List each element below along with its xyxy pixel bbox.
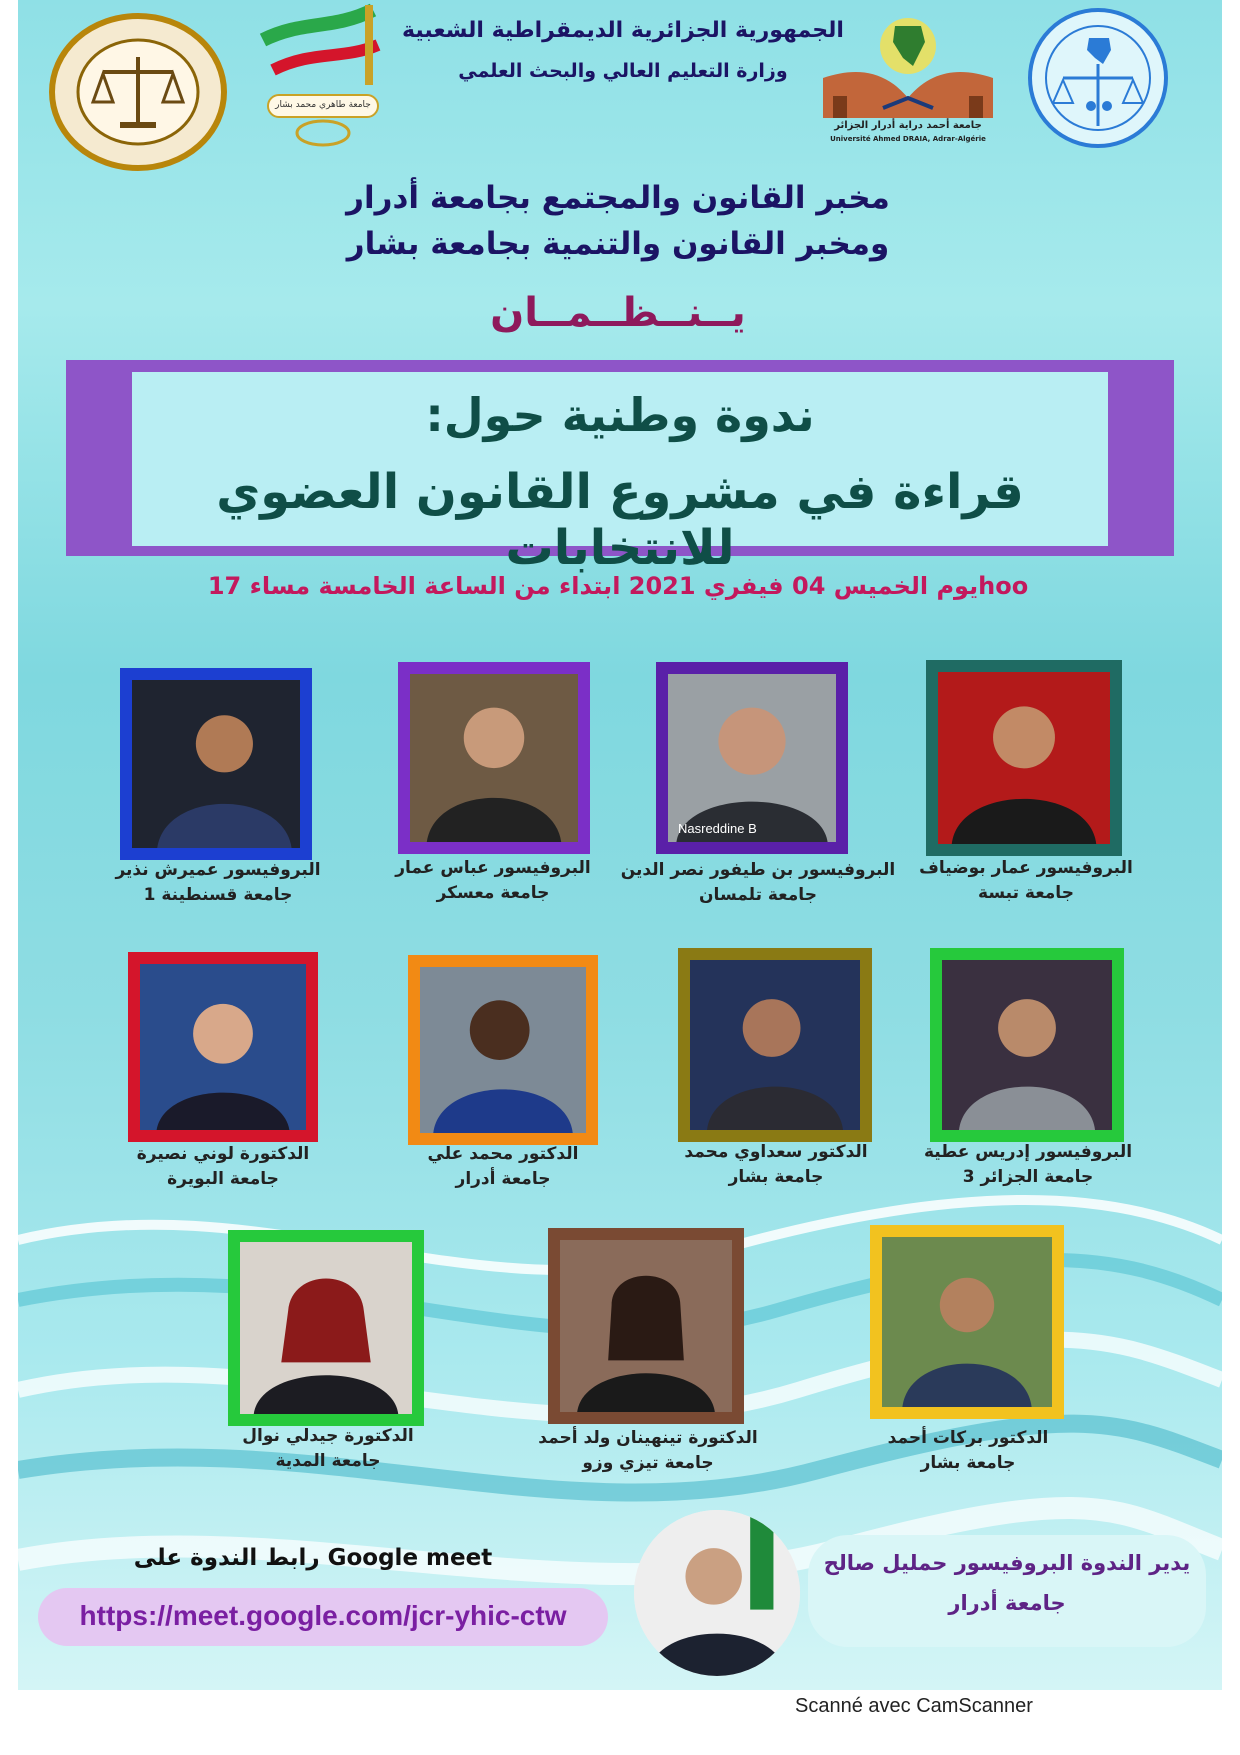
speaker-university: جامعة الجزائر 3 (962, 1167, 1094, 1187)
speaker-name: الدكتور محمد علي (427, 1144, 579, 1164)
bechar-lab-logo (48, 12, 228, 172)
adrar-university-label-ar: جامعة أحمد دراية أدرار الجزائر (834, 120, 982, 131)
speaker-university: جامعة المدية (275, 1451, 381, 1471)
speaker-university: جامعة تيزي وزو (582, 1453, 714, 1473)
meeting-link-label: رابط الندوة على Google meet (133, 1545, 493, 1571)
speaker-portrait (240, 1242, 412, 1414)
speaker-name: الدكتورة لوني نصيرة (136, 1144, 310, 1164)
speaker-caption (198, 1424, 458, 1474)
organize-word: يــنــظــمــان (490, 290, 746, 336)
speaker-portrait (690, 960, 860, 1130)
speaker-name: البروفيسور عباس عمار (395, 858, 591, 878)
speaker-university: جامعة أدرار (455, 1169, 551, 1189)
speaker-name: الدكتور بركات أحمد (887, 1428, 1049, 1448)
speaker-photo (408, 955, 598, 1145)
speaker-university: جامعة معسكر (436, 883, 550, 903)
speaker-photo (548, 1228, 744, 1424)
moderator-box (808, 1535, 1206, 1647)
speaker-name: الدكتورة جيدلي نوال (242, 1426, 414, 1446)
adrar-university-logo (813, 8, 1003, 148)
speaker-photo (678, 948, 872, 1142)
speaker-photo (128, 952, 318, 1142)
speaker-photo (870, 1225, 1064, 1419)
speaker-university: جامعة تبسة (978, 883, 1074, 903)
moderator-photo (634, 1510, 800, 1676)
bechar-university-logo (253, 0, 393, 150)
speaker-caption (896, 856, 1156, 906)
scanner-watermark: Scanné avec CamScanner (795, 1695, 1033, 1717)
speaker-photo (656, 662, 848, 854)
moderator-university: جامعة أدرار (948, 1591, 1066, 1615)
speaker-photo (926, 660, 1122, 856)
organizer-line-1: مخبر القانون والمجتمع بجامعة أدرار (346, 180, 890, 216)
speaker-photo (228, 1230, 424, 1426)
meeting-link[interactable]: https://meet.google.com/jcr-yhic-ctw (79, 1600, 567, 1631)
speaker-caption (898, 1140, 1158, 1190)
speaker-photo (930, 948, 1124, 1142)
speaker-name: البروفيسور عميرش نذير (115, 860, 321, 880)
speaker-name: الدكتور سعداوي محمد (684, 1142, 868, 1162)
speaker-caption (363, 856, 623, 906)
speaker-portrait (560, 1240, 732, 1412)
title-inner (132, 372, 1108, 576)
speaker-university: جامعة تلمسان (699, 885, 817, 905)
speaker-caption (838, 1426, 1098, 1476)
speaker-caption (508, 1426, 788, 1476)
speaker-caption (646, 1140, 906, 1190)
speaker-portrait (132, 680, 300, 848)
ministry-title: وزارة التعليم العالي والبحث العلمي (458, 60, 788, 82)
event-type: ندوة وطنية حول: (425, 388, 815, 442)
title-box (66, 360, 1174, 576)
speaker-portrait (140, 964, 306, 1130)
bechar-university-label: جامعة طاهري محمد بشار (275, 100, 371, 110)
adrar-lab-logo (1023, 8, 1173, 148)
speaker-portrait (668, 674, 836, 842)
speaker-portrait (420, 967, 586, 1133)
poster (18, 0, 1222, 1690)
speaker-name: البروفيسور عمار بوضياف (919, 858, 1133, 878)
organizer-line-2: ومخبر القانون والتنمية بجامعة بشار (346, 226, 890, 262)
speaker-photo-tag: Nasreddine B (678, 821, 757, 836)
speaker-caption (93, 1142, 353, 1192)
speaker-caption (618, 858, 898, 908)
event-date: يوم الخميس 04 فيفري 2021 ابتداء من الساعة الخامسة مساء 17hoo (207, 572, 1029, 600)
speaker-portrait (882, 1237, 1052, 1407)
speaker-university: جامعة البويرة (167, 1169, 279, 1189)
adrar-university-label-en: Université Ahmed DRAIA, Adrar-Algérie (830, 135, 986, 143)
speaker-university: جامعة بشار (920, 1453, 1016, 1473)
speaker-caption (373, 1142, 633, 1192)
speaker-portrait (410, 674, 578, 842)
speaker-name: البروفيسور إدريس عطية (923, 1142, 1133, 1162)
speaker-portrait (942, 960, 1112, 1130)
speaker-photo (398, 662, 590, 854)
speaker-photo (120, 668, 312, 860)
republic-title: الجمهورية الجزائرية الديمقراطية الشعبية (402, 18, 844, 43)
speaker-university: جامعة بشار (728, 1167, 824, 1187)
event-title: قراءة في مشروع القانون العضوي للانتخابات (216, 464, 1024, 576)
speaker-university: جامعة قسنطينة 1 (143, 885, 293, 905)
moderator-name: يدير الندوة البروفيسور حمليل صالح (823, 1551, 1191, 1575)
speaker-portrait (938, 672, 1110, 844)
speaker-name: البروفيسور بن طيفور نصر الدين (620, 860, 896, 880)
speaker-name: الدكتورة تينهينان ولد أحمد (538, 1428, 758, 1448)
speaker-caption (88, 858, 348, 908)
meeting-link-box[interactable] (38, 1588, 608, 1646)
